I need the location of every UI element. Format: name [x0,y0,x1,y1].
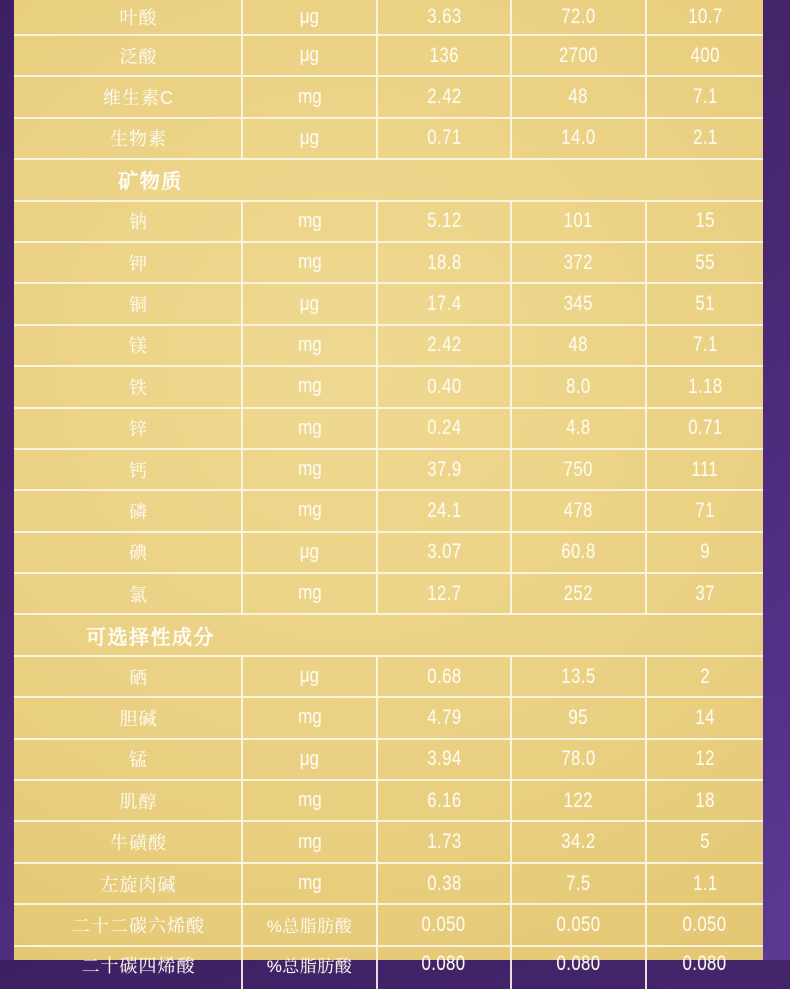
value-cell-3 [647,657,763,696]
value-per-100g: 34.2 [561,830,596,854]
value-per-100ml: 37 [695,581,715,605]
value-cell-1 [378,0,512,34]
nutrient-name: 牛磺酸 [110,833,167,854]
table-row [14,947,763,989]
unit-cell [243,533,378,572]
value-per-100kj: 0.080 [421,951,467,975]
nutrient-name-cell [14,657,243,696]
value-per-100g: 252 [563,581,594,605]
value-per-100g: 478 [563,498,594,522]
nutrient-name-cell [14,284,243,323]
nutrient-name-cell [14,409,243,448]
value-cell-1 [378,367,512,406]
value-cell-3 [647,284,763,323]
value-per-100g: 13.5 [561,664,596,688]
value-per-100ml: 14 [695,705,715,729]
value-cell-2 [512,284,647,323]
table-row [14,864,763,905]
nutrient-name-cell [14,0,243,34]
nutrient-name: 泛酸 [119,46,158,67]
nutrient-name-cell [14,698,243,737]
nutrient-name: 胆碱 [119,708,158,729]
unit-label: μg [299,665,320,688]
unit-cell [243,657,378,696]
unit-cell [243,326,378,365]
value-per-100g: 8.0 [566,374,591,398]
table-row [14,77,763,118]
value-per-100g: 750 [563,457,594,481]
table-row [14,781,763,822]
value-cell-3 [647,243,763,282]
nutrient-name: 左旋肉碱 [100,874,177,895]
value-per-100kj: 3.07 [426,540,462,564]
value-per-100g: 372 [563,250,594,274]
nutrient-name-cell [14,119,243,158]
value-cell-3 [647,0,763,34]
unit-cell [243,119,378,158]
nutrient-name: 生物素 [110,129,167,150]
value-per-100ml: 7.1 [692,333,718,357]
nutrient-name: 二十碳四烯酸 [81,955,196,976]
value-cell-2 [512,905,647,944]
unit-label: mg [297,416,322,439]
unit-label: mg [297,499,322,522]
table-row [14,284,763,325]
value-cell-2 [512,243,647,282]
value-per-100kj: 3.94 [426,747,462,771]
value-per-100kj: 0.38 [426,871,462,895]
nutrient-name-cell [14,367,243,406]
table-row [14,326,763,367]
value-cell-1 [378,77,512,116]
value-per-100g: 95 [568,705,589,729]
value-per-100g: 2700 [559,43,598,67]
unit-cell [243,781,378,820]
table-row [14,533,763,574]
nutrient-name-cell [14,864,243,903]
unit-label: mg [297,582,322,605]
value-per-100ml: 51 [695,292,715,316]
value-per-100kj: 1.73 [426,830,462,854]
unit-cell [243,947,378,989]
value-cell-3 [647,533,763,572]
value-per-100ml: 1.18 [687,374,723,398]
table-row [14,491,763,532]
unit-label: μg [299,292,320,315]
table-row [14,36,763,77]
value-per-100g: 122 [563,788,594,812]
value-cell-3 [647,119,763,158]
nutrient-name: 镁 [129,336,148,357]
unit-cell [243,36,378,75]
value-per-100g: 48 [568,85,589,109]
value-cell-1 [378,864,512,903]
value-cell-2 [512,0,647,34]
nutrient-name-cell [14,574,243,613]
unit-cell [243,0,378,34]
unit-label: μg [299,747,320,770]
value-per-100kj: 5.12 [426,209,462,233]
value-cell-1 [378,243,512,282]
value-cell-3 [647,905,763,944]
value-per-100ml: 0.050 [682,912,728,936]
value-per-100kj: 136 [429,43,459,67]
value-cell-1 [378,533,512,572]
value-cell-1 [378,409,512,448]
value-per-100ml: 15 [695,209,715,233]
unit-cell [243,202,378,241]
value-per-100kj: 0.68 [426,664,462,688]
value-cell-3 [647,36,763,75]
unit-label: μg [299,126,320,149]
unit-label: mg [297,789,322,812]
value-cell-2 [512,409,647,448]
value-cell-1 [378,574,512,613]
value-cell-1 [378,905,512,944]
value-per-100kj: 37.9 [426,457,462,481]
nutrient-name: 钠 [129,212,148,233]
value-per-100g: 78.0 [561,747,596,771]
value-cell-1 [378,822,512,861]
value-per-100g: 345 [563,292,594,316]
nutrient-name-cell [14,781,243,820]
value-per-100kj: 0.40 [426,374,462,398]
value-cell-3 [647,77,763,116]
table-row [14,409,763,450]
value-cell-3 [647,450,763,489]
nutrient-name: 磷 [129,501,148,522]
value-cell-2 [512,367,647,406]
value-cell-1 [378,326,512,365]
unit-cell [243,574,378,613]
table-row [14,822,763,863]
value-per-100kj: 0.71 [426,126,462,150]
value-cell-2 [512,77,647,116]
value-per-100kj: 2.42 [426,85,462,109]
table-row [14,202,763,243]
nutrient-name-cell [14,202,243,241]
nutrient-name-cell [14,36,243,75]
value-per-100ml: 9 [700,540,710,564]
nutrient-name-cell [14,905,243,944]
value-cell-3 [647,367,763,406]
value-cell-1 [378,698,512,737]
unit-cell [243,864,378,903]
value-per-100g: 0.080 [556,951,601,975]
value-per-100ml: 18 [695,788,715,812]
nutrient-name: 叶酸 [119,8,158,28]
value-cell-3 [647,822,763,861]
value-per-100kj: 4.79 [426,705,462,729]
value-cell-2 [512,864,647,903]
unit-cell [243,491,378,530]
value-per-100ml: 5 [700,830,710,854]
unit-cell [243,367,378,406]
unit-cell [243,243,378,282]
section-header-cell [14,621,265,650]
value-cell-1 [378,202,512,241]
section-header-title: 矿物质 [118,171,183,194]
value-cell-2 [512,119,647,158]
nutrient-name-cell [14,740,243,779]
nutrient-name-cell [14,77,243,116]
nutrient-name-cell [14,243,243,282]
value-per-100kj: 0.050 [421,912,467,936]
value-per-100kj: 24.1 [426,498,462,522]
unit-cell [243,698,378,737]
value-cell-2 [512,740,647,779]
unit-label: mg [297,458,322,481]
value-per-100ml: 55 [695,250,715,274]
unit-label: μg [299,540,320,563]
nutrient-name-cell [14,533,243,572]
nutrient-name: 肌醇 [119,791,158,812]
nutrient-name: 钾 [129,253,148,274]
unit-cell [243,409,378,448]
value-per-100g: 72.0 [561,5,596,28]
value-cell-2 [512,574,647,613]
unit-cell [243,740,378,779]
nutrient-name-cell [14,822,243,861]
value-per-100g: 4.8 [566,416,591,440]
unit-label: μg [299,5,320,28]
table-row [14,574,763,615]
value-cell-3 [647,740,763,779]
unit-label: %总脂肪酸 [266,917,353,937]
unit-cell [243,77,378,116]
nutrient-name-cell [14,326,243,365]
value-per-100ml: 12 [695,747,715,771]
value-cell-3 [647,202,763,241]
value-cell-3 [647,864,763,903]
unit-cell [243,822,378,861]
table-row [14,450,763,491]
unit-label: mg [297,872,322,894]
nutrient-name-cell [14,947,243,989]
value-cell-2 [512,450,647,489]
value-cell-1 [378,657,512,696]
value-per-100kj: 3.63 [426,5,462,28]
table-row [14,698,763,739]
unit-label: mg [297,85,322,108]
value-per-100ml: 10.7 [687,5,723,28]
nutrient-name: 硒 [129,667,148,688]
value-per-100g: 0.050 [556,912,601,936]
nutrient-name: 铜 [129,295,148,316]
value-per-100kj: 18.8 [426,250,462,274]
value-per-100g: 7.5 [566,871,591,895]
table-row [14,367,763,408]
unit-cell [243,284,378,323]
value-cell-1 [378,450,512,489]
value-cell-1 [378,491,512,530]
value-per-100ml: 0.71 [687,416,723,440]
nutrition-table [14,0,763,976]
nutrient-name: 二十二碳六烯酸 [72,915,205,936]
value-cell-2 [512,781,647,820]
value-per-100g: 101 [563,209,594,233]
nutrient-name: 维生素C [103,88,174,109]
value-cell-3 [647,781,763,820]
nutrient-name: 铁 [129,377,148,398]
section-header-row [14,160,763,201]
value-per-100g: 14.0 [561,126,596,150]
unit-label: μg [299,44,320,67]
value-cell-2 [512,491,647,530]
value-per-100g: 60.8 [561,540,596,564]
value-cell-3 [647,574,763,613]
value-per-100kj: 0.24 [426,416,462,440]
value-per-100kj: 17.4 [426,292,462,316]
value-per-100ml: 2.1 [692,126,718,150]
value-per-100ml: 2 [700,664,710,688]
nutrient-name: 钙 [129,460,148,481]
value-cell-2 [512,657,647,696]
unit-label: %总脂肪酸 [266,956,353,976]
unit-label: mg [297,209,322,232]
table-row [14,119,763,160]
nutrient-name-cell [14,450,243,489]
value-cell-3 [647,698,763,737]
table-row [14,657,763,698]
section-header-row [14,615,763,656]
section-header-cell [14,165,265,194]
unit-cell [243,905,378,944]
nutrient-name: 氯 [129,584,148,605]
nutrient-name: 锰 [129,750,148,771]
value-cell-1 [378,740,512,779]
value-per-100kj: 2.42 [426,333,462,357]
value-cell-2 [512,947,647,989]
nutrient-name-cell [14,491,243,530]
value-per-100ml: 71 [695,498,715,522]
value-cell-3 [647,409,763,448]
nutrient-name: 碘 [129,543,148,564]
value-cell-1 [378,781,512,820]
value-per-100ml: 0.080 [682,951,728,975]
value-per-100ml: 111 [691,457,719,481]
value-cell-2 [512,36,647,75]
unit-label: mg [297,706,322,729]
value-per-100g: 48 [568,333,589,357]
unit-label: mg [297,375,322,398]
value-cell-3 [647,326,763,365]
unit-cell [243,450,378,489]
table-row [14,740,763,781]
table-row [14,0,763,36]
table-row [14,905,763,946]
value-cell-2 [512,822,647,861]
unit-label: mg [297,333,322,356]
value-per-100ml: 7.1 [692,85,718,109]
value-per-100ml: 400 [690,43,720,67]
value-cell-3 [647,947,763,989]
value-cell-1 [378,284,512,323]
table-row [14,243,763,284]
unit-label: mg [297,830,322,853]
value-cell-2 [512,533,647,572]
value-cell-2 [512,698,647,737]
value-cell-1 [378,947,512,989]
value-cell-1 [378,36,512,75]
value-per-100ml: 1.1 [692,871,718,895]
value-cell-2 [512,202,647,241]
nutrient-name: 锌 [129,419,148,440]
section-header-title: 可选择性成分 [86,626,215,649]
value-per-100kj: 6.16 [426,788,462,812]
value-cell-3 [647,491,763,530]
value-cell-1 [378,119,512,158]
value-per-100kj: 12.7 [426,581,462,605]
value-cell-2 [512,326,647,365]
unit-label: mg [297,251,322,274]
